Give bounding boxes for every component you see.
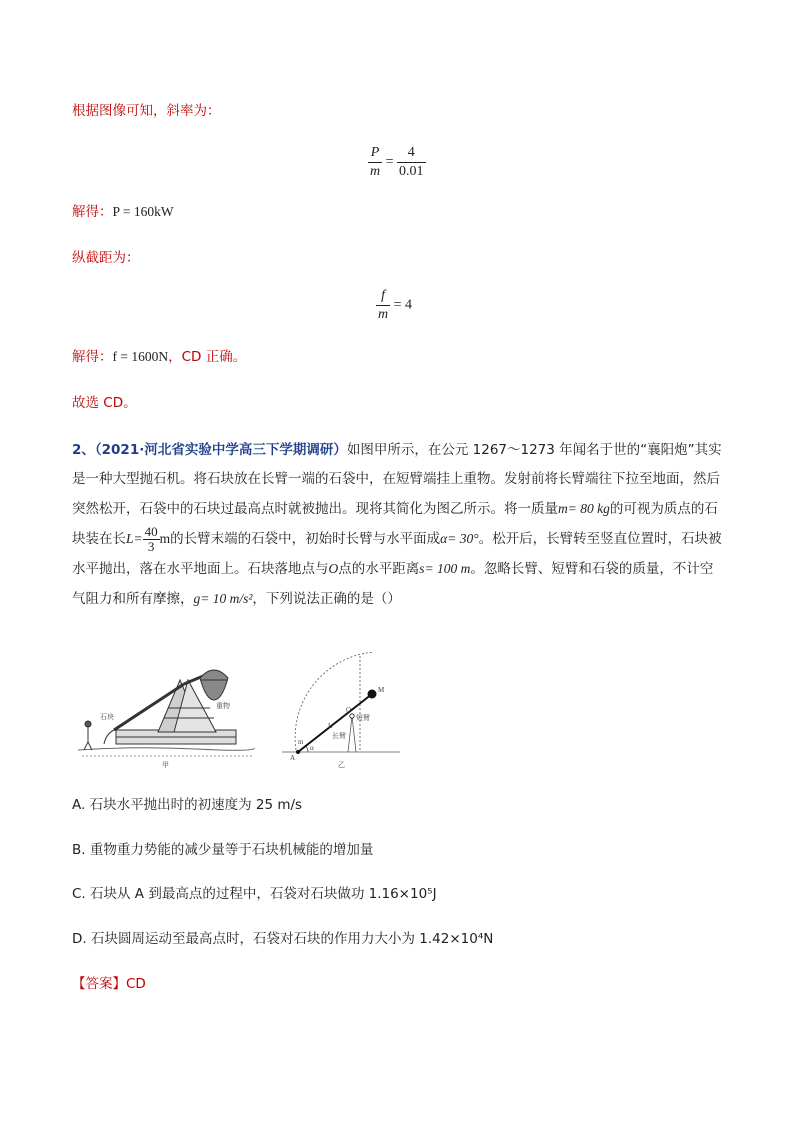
option-c	[72, 884, 437, 904]
fig-right-L: L	[328, 722, 333, 730]
option-c-letter: C.	[72, 886, 86, 902]
question-s-value: s= 100 m	[419, 561, 471, 576]
fig-left-caption: 甲	[162, 761, 169, 769]
option-d-text: 石块圆周运动至最高点时，石袋对石块的作用力大小为 1.42×10⁴N	[90, 931, 494, 947]
intercept-intro: 纵截距为：	[72, 250, 140, 266]
solve-force-line	[72, 347, 246, 367]
question-stem	[72, 436, 722, 614]
question-L-den: 3	[147, 538, 155, 554]
option-c-text: 石块从 A 到最高点的过程中，石袋对石块做功 1.16×10⁵J	[90, 886, 437, 902]
question-L-num: 40	[144, 523, 158, 539]
solve1-prefix: 解得：	[72, 204, 113, 220]
slope-intro: 根据图像可知，斜率为：	[72, 103, 221, 119]
question-text-f: 。忽略长臂、短臂和石袋的质量，不计空气阻力和所有摩擦，	[72, 561, 714, 607]
answer-tag: 【答案】	[72, 976, 126, 992]
fig-right-A: A	[290, 754, 296, 762]
intercept-lhs-num: f	[376, 287, 390, 306]
question-g-value: g= 10 m/s²	[193, 591, 253, 606]
slope-eq: =	[385, 154, 394, 170]
fig-right-long: 长臂	[332, 732, 346, 740]
fig-right-alpha: α	[310, 744, 314, 752]
fig-right-caption: 乙	[338, 761, 345, 769]
option-a-letter: A.	[72, 797, 86, 813]
fig-left-stone-label: 石块	[100, 713, 114, 721]
intercept-lhs-den: m	[378, 307, 389, 322]
question-text-b: 的可视为质点的石块装在长	[72, 501, 718, 547]
question-text-a: 如图甲所示，在公元 1267～1273 年闻名于世的“襄阳炮”其实是一种大型抛石机。将石块放在长臂一端的石袋中，在短臂端挂上重物。发射前将长臂端往下拉至地面，然后突然松开，石袋中的石块过最高点时就被抛出。现将其简化为图乙所示。将一质量	[72, 442, 722, 517]
question-text-c: 的长臂末端的石袋中，初始时长臂与水平面成	[170, 531, 441, 547]
solve2-prefix: 解得：	[72, 349, 113, 365]
intercept-eq: = 4	[393, 297, 413, 313]
question-L-unit: m	[159, 531, 171, 546]
slope-formula	[368, 144, 426, 181]
question-alpha-value: α= 30°	[440, 531, 479, 546]
solve2-suffix: ，CD 正确。	[168, 349, 247, 365]
option-d-letter: D.	[72, 931, 87, 947]
intercept-formula	[376, 287, 412, 324]
question-text-g: ，下列说法正确的是（）	[252, 591, 401, 607]
slope-lhs-den: m	[370, 164, 381, 179]
question-text-d: 。松开后，长臂转至竖直位置时，石块被水平抛出，落在水平地面上。石块落地点与	[72, 531, 722, 577]
option-a	[72, 795, 302, 815]
slope-lhs-num: P	[368, 144, 382, 163]
question-lead: 2、（2021·河北省实验中学高三下学期调研）	[72, 442, 347, 458]
fig-left-weight-label: 重物	[216, 702, 230, 710]
answer-line	[72, 974, 146, 994]
figure-simplified-diagram	[276, 648, 406, 772]
option-b-letter: B.	[72, 842, 86, 858]
solve2-expr: f = 1600N	[112, 349, 169, 364]
answer-value: CD	[126, 976, 146, 992]
fig-right-m: m	[298, 738, 304, 746]
question-L-label: L=	[126, 531, 143, 546]
solve1-expr: P = 160kW	[112, 204, 174, 219]
option-a-text: 石块水平抛出时的初速度为 25 m/s	[89, 797, 303, 813]
option-d	[72, 929, 493, 949]
question-O-label: O	[328, 561, 339, 576]
conclusion: 故选 CD。	[72, 395, 137, 411]
slope-rhs-num: 4	[397, 144, 426, 163]
figure-trebuchet-illustration	[76, 652, 256, 772]
option-b	[72, 840, 373, 860]
option-b-text: 重物重力势能的减少量等于石块机械能的增加量	[89, 842, 374, 858]
question-m-value: m= 80 kg	[558, 501, 610, 516]
question-text-e: 点的水平距离	[338, 561, 420, 577]
slope-rhs-den: 0.01	[399, 164, 424, 179]
fig-right-O: O	[346, 706, 352, 714]
fig-right-M: M	[378, 686, 385, 694]
solve-power-line	[72, 202, 174, 222]
fig-right-short: 短臂	[356, 714, 370, 722]
